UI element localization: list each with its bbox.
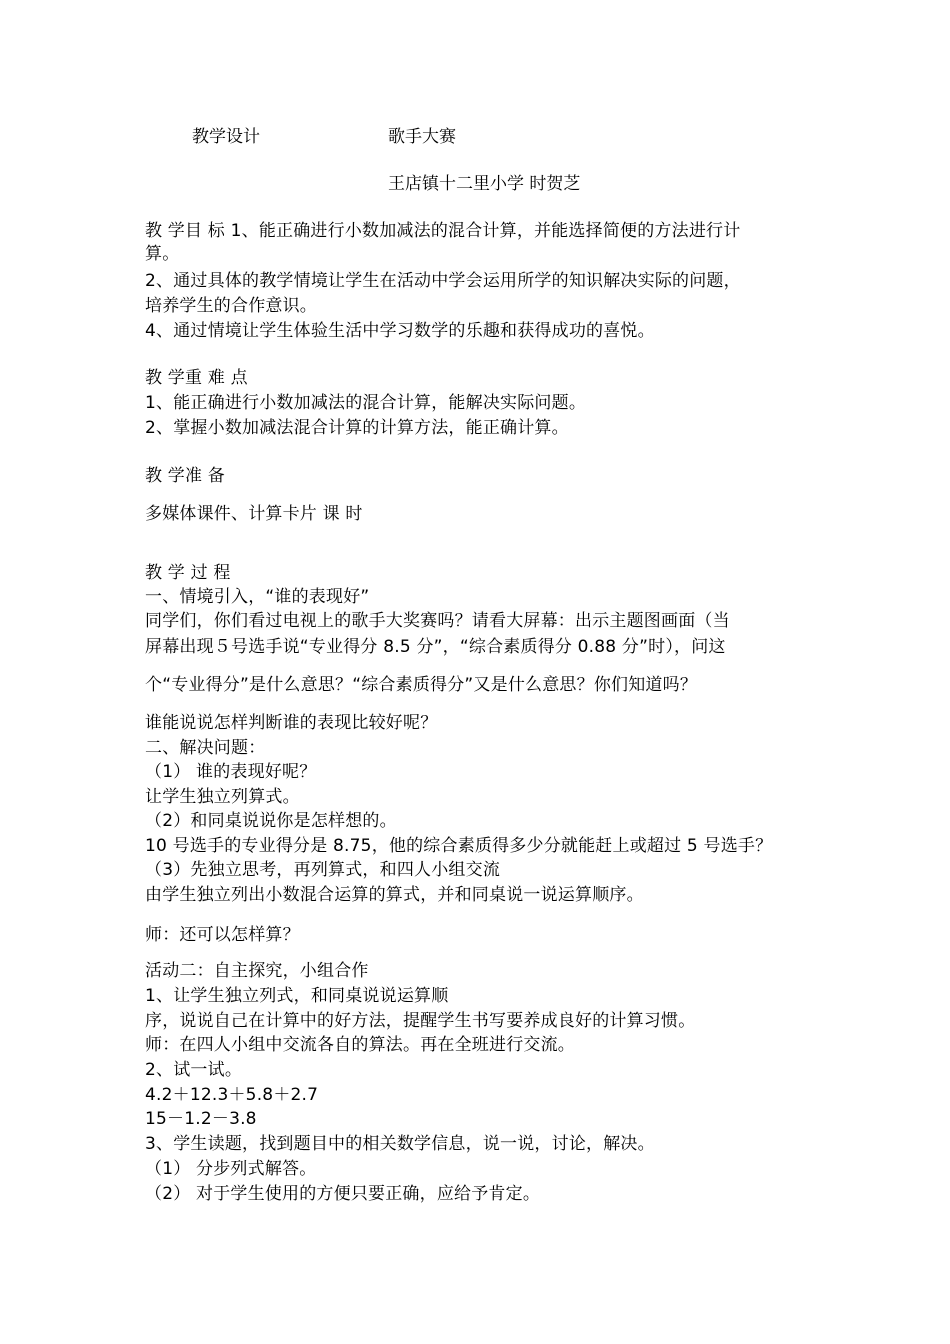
- process-line-12: 由学生独立列出小数混合运算的算式，并和同桌说一说运算顺序。: [145, 885, 644, 905]
- doc-author: 王店镇十二里小学 时贺芝: [388, 174, 581, 194]
- expression-1: 4.2＋12.3＋5.8＋2.7: [145, 1085, 319, 1105]
- activity-line-7: （2） 对于学生使用的方便只要正确，应给予肯定。: [145, 1184, 541, 1204]
- objective-line-4: 培养学生的合作意识。: [145, 296, 317, 316]
- process-line-1: 一、情境引入，“谁的表现好”: [145, 587, 370, 607]
- process-line-10: 10 号选手的专业得分是 8.75，他的综合素质得多少分就能赶上或超过 5 号选手？: [145, 836, 773, 856]
- section-heading-preparation: 教 学准 备: [145, 466, 226, 486]
- process-line-7: （1） 谁的表现好呢？: [145, 762, 317, 782]
- process-line-11: （3）先独立思考，再列算式，和四人小组交流: [145, 860, 501, 880]
- process-line-6: 二、解决问题：: [145, 738, 266, 758]
- process-line-13: 师：还可以怎样算？: [145, 925, 300, 945]
- process-line-2: 同学们，你们看过电视上的歌手大奖赛吗？请看大屏幕：出示主题图画面（当: [145, 611, 730, 631]
- process-line-9: （2）和同桌说说你是怎样想的。: [145, 811, 397, 831]
- activity-line-1: 1、让学生独立列式，和同桌说说运算顺: [145, 986, 449, 1006]
- objective-line-5: 4、通过情境让学生体验生活中学习数学的乐趣和获得成功的喜悦。: [145, 321, 655, 341]
- section-heading-keypoints: 教 学重 难 点: [145, 368, 248, 388]
- process-line-3: 屏幕出现５号选手说“专业得分 8.5 分”，“综合素质得分 0.88 分”时），问这: [145, 637, 726, 657]
- process-line-8: 让学生独立列算式。: [145, 787, 300, 807]
- activity-line-6: （1） 分步列式解答。: [145, 1159, 317, 1179]
- objective-line-3: 2、通过具体的教学情境让学生在活动中学会运用所学的知识解决实际的问题，: [145, 271, 741, 291]
- activity-line-5: 3、学生读题，找到题目中的相关数学信息，说一说，讨论，解决。: [145, 1134, 655, 1154]
- process-line-5: 谁能说说怎样判断谁的表现比较好呢？: [145, 713, 438, 733]
- activity-line-4: 2、试一试。: [145, 1060, 243, 1080]
- objective-line-2: 算。: [145, 244, 180, 264]
- doc-label: 教学设计: [192, 127, 260, 147]
- keypoint-line-2: 2、掌握小数加减法混合计算的计算方法，能正确计算。: [145, 418, 569, 438]
- expression-2: 15－1.2－3.8: [145, 1109, 257, 1129]
- activity-line-3: 师：在四人小组中交流各自的算法。再在全班进行交流。: [145, 1035, 575, 1055]
- section-heading-process: 教 学 过 程: [145, 563, 231, 583]
- keypoint-line-1: 1、能正确进行小数加减法的混合计算，能解决实际问题。: [145, 393, 587, 413]
- objective-line-1: 教 学目 标 1、能正确进行小数加减法的混合计算，并能选择简便的方法进行计: [145, 221, 741, 241]
- activity-line-2: 序，说说自己在计算中的好方法，提醒学生书写要养成良好的计算习惯。: [145, 1011, 696, 1031]
- process-line-4: 个“专业得分”是什么意思？“综合素质得分”又是什么意思？你们知道吗？: [145, 675, 698, 695]
- activity-heading: 活动二：自主探究，小组合作: [145, 961, 369, 981]
- preparation-line: 多媒体课件、计算卡片 课 时: [145, 504, 363, 524]
- doc-title: 歌手大赛: [388, 127, 456, 147]
